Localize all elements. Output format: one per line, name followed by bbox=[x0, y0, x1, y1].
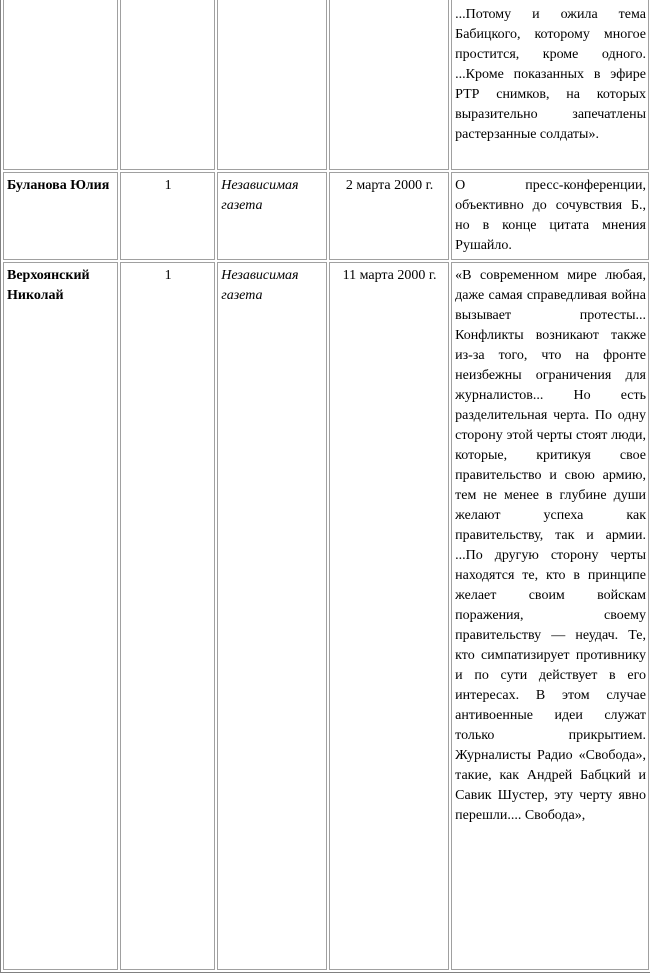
count-cell bbox=[120, 0, 215, 170]
date-cell: 11 марта 2000 г. bbox=[329, 262, 449, 970]
count-cell: 1 bbox=[120, 262, 215, 970]
author-name-cell bbox=[3, 0, 118, 170]
author-name-cell: Верхоянский Николай bbox=[3, 262, 118, 970]
quote-cell: О пресс-конференции, объективно до сочувствия Б., но в конце цитата мнения Рушайло. bbox=[451, 172, 649, 260]
date-cell bbox=[329, 0, 449, 170]
quote-cell: ...Потому и ожила тема Бабицкого, которому многое простится, кроме одного. ...Кроме показанных в эфире РТР снимков, на которых выразительно запечатлены растерзанные солдаты». bbox=[451, 0, 649, 170]
source-cell: Независимая газета bbox=[217, 262, 327, 970]
quote-cell: «В современном мире любая, даже самая справедливая война вызывает протесты... Конфликты возникают также из-за того, что на фронте неизбежны ограничения для журналистов... Но есть разделительная черта. По одну сторону этой черты стоят люди, которые, критикуя свое правительство и свою армию, тем не менее в глубине души желают успеха как правительству, так и армии. ...По другую сторону черты находятся те, кто в принципе желает своим войскам поражения, своему правительству — неудач. Те, кто симпатизирует противнику и по сути действует в его интересах. В этом случае антивоенные идеи служат только прикрытием. Журналисты Радио «Свобода», такие, как Андрей Бабцкий и Савик Шустер, эту черту явно перешли.... Свобода», bbox=[451, 262, 649, 970]
table-row bbox=[3, 262, 649, 970]
table-row bbox=[3, 0, 649, 170]
date-cell: 2 марта 2000 г. bbox=[329, 172, 449, 260]
table-row bbox=[3, 172, 649, 260]
source-cell bbox=[217, 0, 327, 170]
count-cell: 1 bbox=[120, 172, 215, 260]
author-name-cell: Буланова Юлия bbox=[3, 172, 118, 260]
source-cell: Независимая газета bbox=[217, 172, 327, 260]
